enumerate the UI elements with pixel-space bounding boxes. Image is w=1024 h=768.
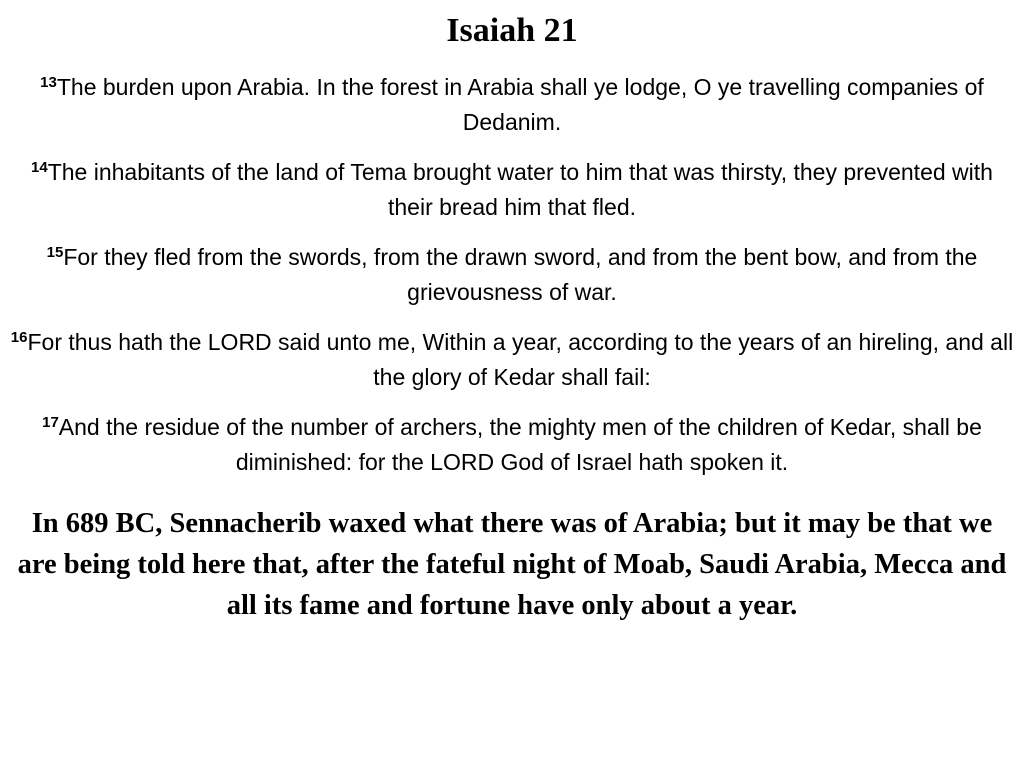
verse-text: For thus hath the LORD said unto me, Within a year, according to the years of an hireling, and all the glory of Kedar shall fail: <box>27 329 1014 390</box>
commentary-text: In 689 BC, Sennacherib waxed what there was of Arabia; but it may be that we are being told here that, after the fateful night of Moab, Saudi Arabia, Mecca and all its fame and fortune have only about a year. <box>17 508 1007 621</box>
verse-text: The inhabitants of the land of Tema brought water to him that was thirsty, they prevented with their bread him that fled. <box>47 159 993 220</box>
verse-16 <box>10 325 1014 395</box>
slide-title: Isaiah 21 <box>446 12 578 49</box>
verse-17 <box>10 410 1014 480</box>
verse-number: 17 <box>42 414 59 431</box>
verse-text: The burden upon Arabia. In the forest in Arabia shall ye lodge, O ye travelling companies of Dedanim. <box>56 74 984 135</box>
verse-text: For they fled from the swords, from the drawn sword, and from the bent bow, and from the grievousness of war. <box>63 244 978 305</box>
verse-number: 16 <box>10 329 28 346</box>
verse-15 <box>10 240 1014 310</box>
verse-number: 13 <box>40 74 57 91</box>
verse-number: 15 <box>46 244 64 261</box>
verse-14 <box>10 155 1014 225</box>
verse-list <box>10 70 1014 495</box>
verse-13 <box>10 70 1014 140</box>
verse-number: 14 <box>31 159 48 176</box>
verse-text: And the residue of the number of archers, the mighty men of the children of Kedar, shall be diminished: for the LORD God of Israel hath spoken it. <box>58 414 982 475</box>
